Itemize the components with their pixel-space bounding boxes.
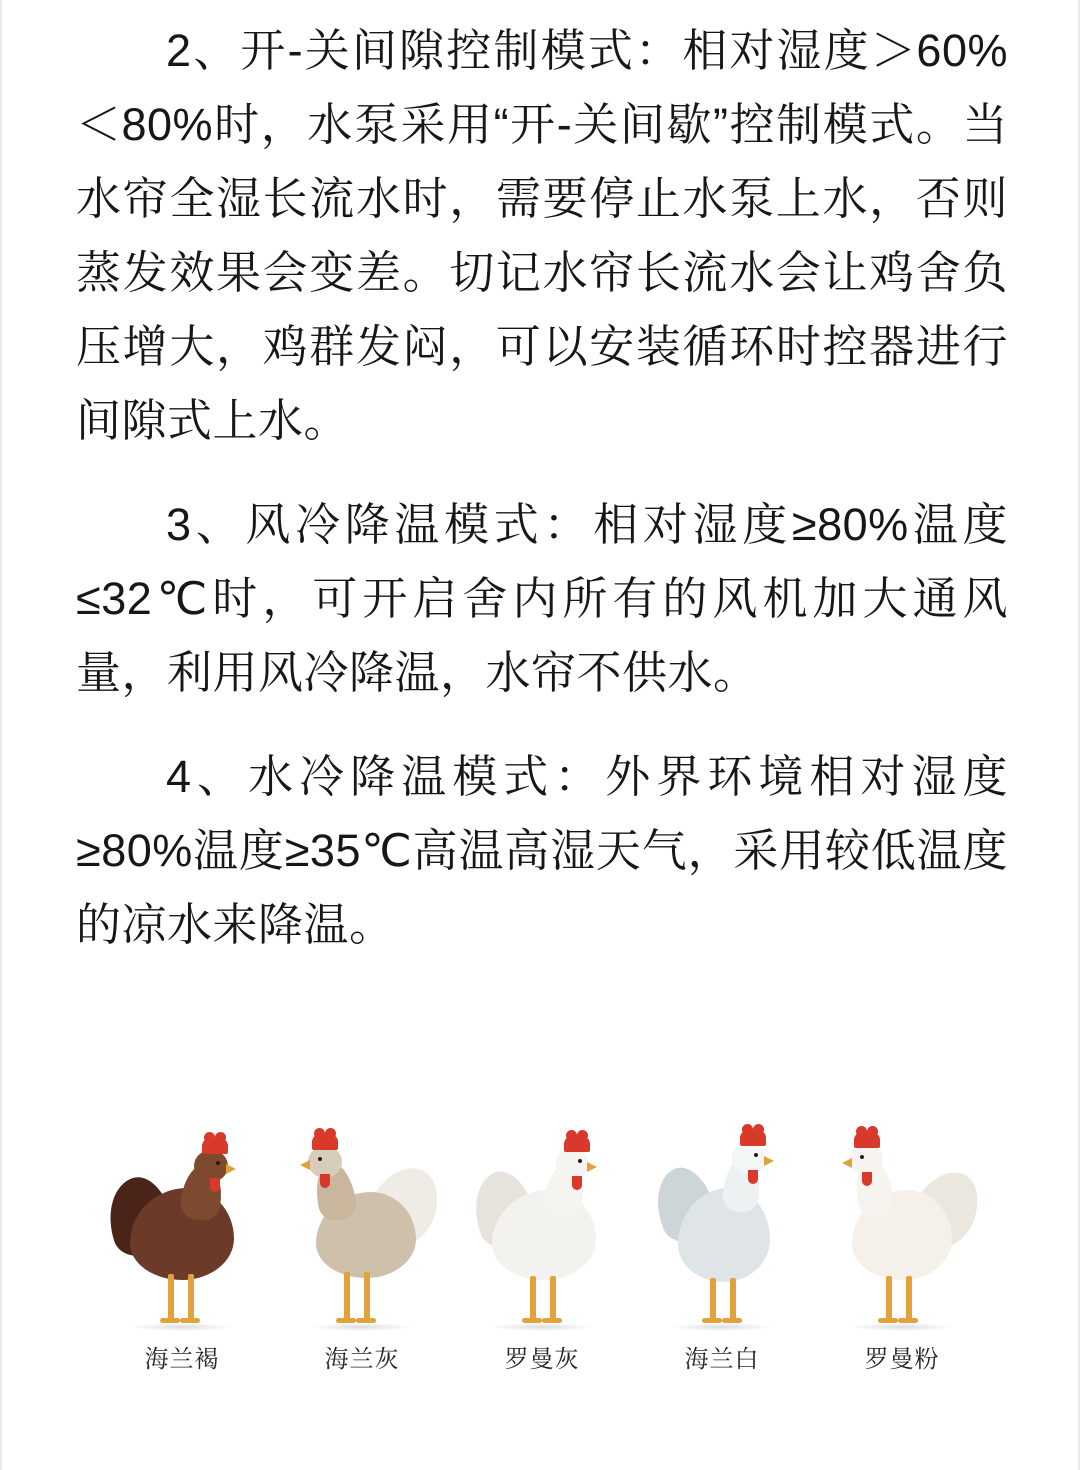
paragraph-item-3 [76, 488, 1008, 710]
paragraph-text: 2、开-关间隙控制模式：相对湿度＞60%＜80%时，水泵采用“开-关间歇”控制模式。当水帘全湿长流水时，需要停止水泵上水，否则蒸发效果会变差。切记水帘长流水会让鸡舍负压增大，鸡群发闷，可以安装循环时控器进行间隙式上水。 [76, 25, 1008, 446]
chicken-breed-item [102, 1126, 262, 1375]
chicken-breed-item [822, 1126, 982, 1375]
paragraph-text: 3、风冷降温模式：相对湿度≥80%温度≤32℃时，可开启舍内所有的风机加大通风量，利用风冷降温，水帘不供水。 [76, 499, 1008, 698]
chicken-breed-item [282, 1126, 442, 1375]
chicken-breed-label: 罗曼粉 [864, 1346, 940, 1373]
paragraph-item-4 [76, 740, 1008, 962]
chicken-breed-item [642, 1126, 802, 1375]
chicken-breeds-illustration [102, 1105, 982, 1375]
paragraph-item-2 [76, 14, 1008, 458]
document-body [76, 0, 1008, 962]
chicken-icon [102, 1126, 262, 1331]
chicken-breed-label: 海兰白 [684, 1346, 760, 1373]
chicken-icon [462, 1126, 622, 1331]
chicken-icon [642, 1126, 802, 1331]
chicken-icon [282, 1126, 442, 1331]
chicken-breed-label: 罗曼灰 [504, 1346, 580, 1373]
chicken-breed-label: 海兰褐 [144, 1346, 220, 1373]
chicken-breed-item [462, 1126, 622, 1375]
chicken-breed-label: 海兰灰 [324, 1346, 400, 1373]
chicken-icon [822, 1126, 982, 1331]
paragraph-text: 4、水冷降温模式：外界环境相对湿度≥80%温度≥35℃高温高湿天气，采用较低温度的凉水来降温。 [76, 751, 1008, 950]
